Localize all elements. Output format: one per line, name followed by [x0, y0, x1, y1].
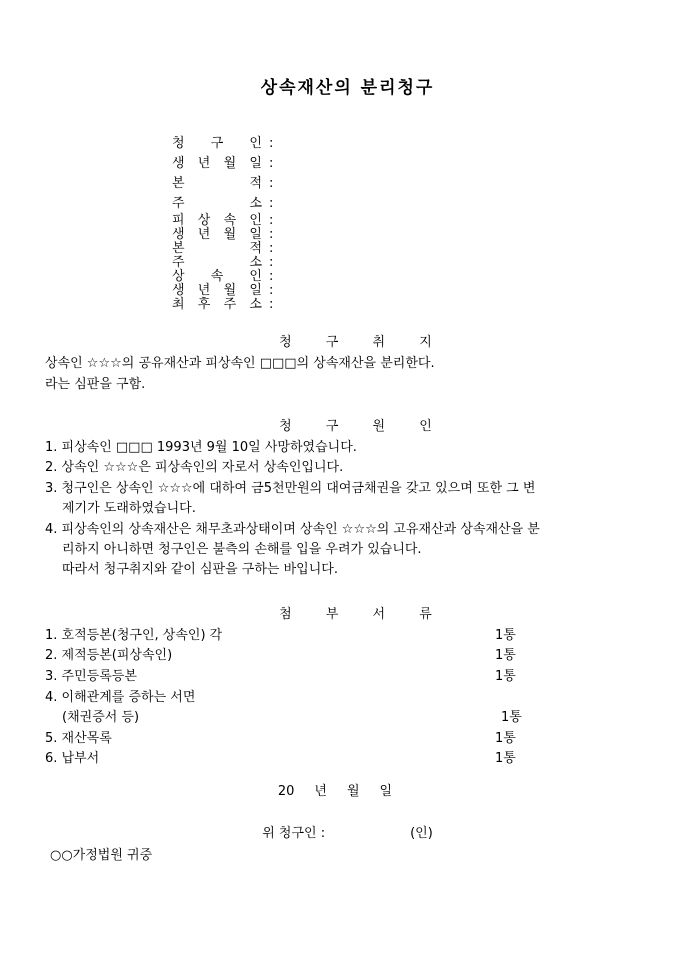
claim-heading: 청 구 취 지: [279, 335, 432, 350]
party-field-label: 상 속 인: [172, 269, 262, 284]
date-year-prefix: 20: [277, 784, 295, 799]
party-field-label: 생 년 월 일: [172, 156, 262, 171]
party-field-label: 청 구 인: [172, 136, 262, 151]
grounds-text-line: 제기가 도래하였습니다.: [62, 501, 196, 517]
attachment-name: 2. 제적등본(피상속인): [45, 648, 173, 664]
party-field-label: 최 후 주 소: [172, 297, 262, 312]
attachment-name: 4. 이해관계를 증하는 서면: [45, 689, 196, 705]
party-field-line: [172, 174, 650, 194]
party-field-label: 생 년 월 일: [172, 227, 262, 242]
attachment-count: 1통: [495, 751, 516, 767]
signature-line: [45, 827, 650, 841]
party-field-line: [172, 194, 650, 214]
attachment-row: [45, 729, 650, 750]
attachment-row: [45, 646, 650, 667]
grounds-text-line: 1. 피상속인 □□□ 1993년 9월 10일 사망하였습니다.: [45, 440, 357, 455]
attachment-count: 1통: [495, 648, 516, 664]
grounds-text-line: 따라서 청구취지와 같이 심판을 구하는 바입니다.: [62, 562, 338, 578]
attachment-row: [45, 667, 650, 688]
party-field-colon: :: [269, 227, 274, 242]
attachment-row: [45, 749, 650, 770]
party-field-label: 주 소: [172, 255, 262, 270]
party-field-label: 주 소: [172, 196, 262, 211]
party-field-line: [172, 214, 650, 228]
party-field-colon: :: [269, 176, 274, 191]
date-unit-day: 일: [379, 784, 393, 799]
claim-text-line: 상속인 ☆☆☆의 공유재산과 피상속인 □□□의 상속재산을 분리한다.: [45, 356, 435, 371]
document-title: 상속재산의 분리청구: [260, 78, 435, 98]
party-field-line: [172, 256, 650, 270]
party-field-colon: :: [269, 269, 274, 284]
attachment-name: 6. 납부서: [45, 751, 100, 767]
grounds-text-line: 3. 청구인은 상속인 ☆☆☆에 대하여 금5천만원의 대여금채권을 갖고 있으며 또한 그 변: [45, 480, 536, 496]
grounds-text-line: 2. 상속인 ☆☆☆은 피상속인의 자로서 상속인입니다.: [45, 460, 344, 476]
seal-placeholder: (인): [410, 826, 433, 841]
grounds-section: [45, 420, 650, 581]
claim-section: [45, 336, 650, 395]
date-unit-month: 월: [346, 784, 360, 799]
party-field-colon: :: [269, 283, 274, 298]
party-field-line: [172, 284, 650, 298]
party-field-line: [172, 228, 650, 242]
attachment-count: 1통: [495, 627, 516, 643]
party-field-line: [172, 298, 650, 312]
party-field-colon: :: [269, 156, 274, 171]
attachment-name: 5. 재산목록: [45, 730, 112, 746]
party-field-colon: :: [269, 213, 274, 228]
grounds-heading: 청 구 원 인: [279, 419, 432, 434]
attachment-row: [45, 688, 650, 709]
attachment-count: 1통: [501, 710, 522, 726]
claim-text-line: 라는 심판을 구함.: [45, 376, 146, 392]
date-line: [45, 785, 625, 799]
party-field-label: 피 상 속 인: [172, 213, 262, 228]
party-field-colon: :: [269, 196, 274, 211]
signer-label: 위 청구인 :: [262, 826, 326, 841]
attachment-name: 3. 주민등록등본: [45, 669, 137, 685]
attachments-heading: 첨 부 서 류: [279, 606, 432, 622]
party-field-line: [172, 154, 650, 174]
attachment-count: 1통: [495, 730, 516, 746]
party-field-line: [172, 270, 650, 284]
grounds-text-line: 4. 피상속인의 상속재산은 채무초과상태이며 상속인 ☆☆☆의 고유재산과 상속재산을 분: [45, 521, 540, 537]
attachment-name: (채권증서 등): [62, 710, 140, 726]
court-address-line: ○○가정법원 귀중: [50, 848, 153, 863]
party-fields-block: [172, 134, 650, 312]
attachments-section: [45, 608, 650, 770]
attachment-row: [45, 708, 650, 729]
party-field-colon: :: [269, 255, 274, 270]
party-field-label: 본 적: [172, 241, 262, 256]
party-field-colon: :: [269, 241, 274, 256]
party-field-line: [172, 134, 650, 154]
party-field-colon: :: [269, 136, 274, 151]
party-field-label: 생 년 월 일: [172, 283, 262, 298]
date-unit-year: 년: [314, 784, 327, 799]
party-field-colon: :: [269, 297, 274, 312]
attachment-name: 1. 호적등본(청구인, 상속인) 각: [45, 627, 223, 643]
party-field-line: [172, 242, 650, 256]
party-field-label: 본 적: [172, 176, 262, 191]
attachment-count: 1통: [495, 669, 516, 685]
attachment-row: [45, 626, 650, 647]
grounds-text-line: 리하지 아니하면 청구인은 불측의 손해를 입을 우려가 있습니다.: [62, 542, 422, 558]
